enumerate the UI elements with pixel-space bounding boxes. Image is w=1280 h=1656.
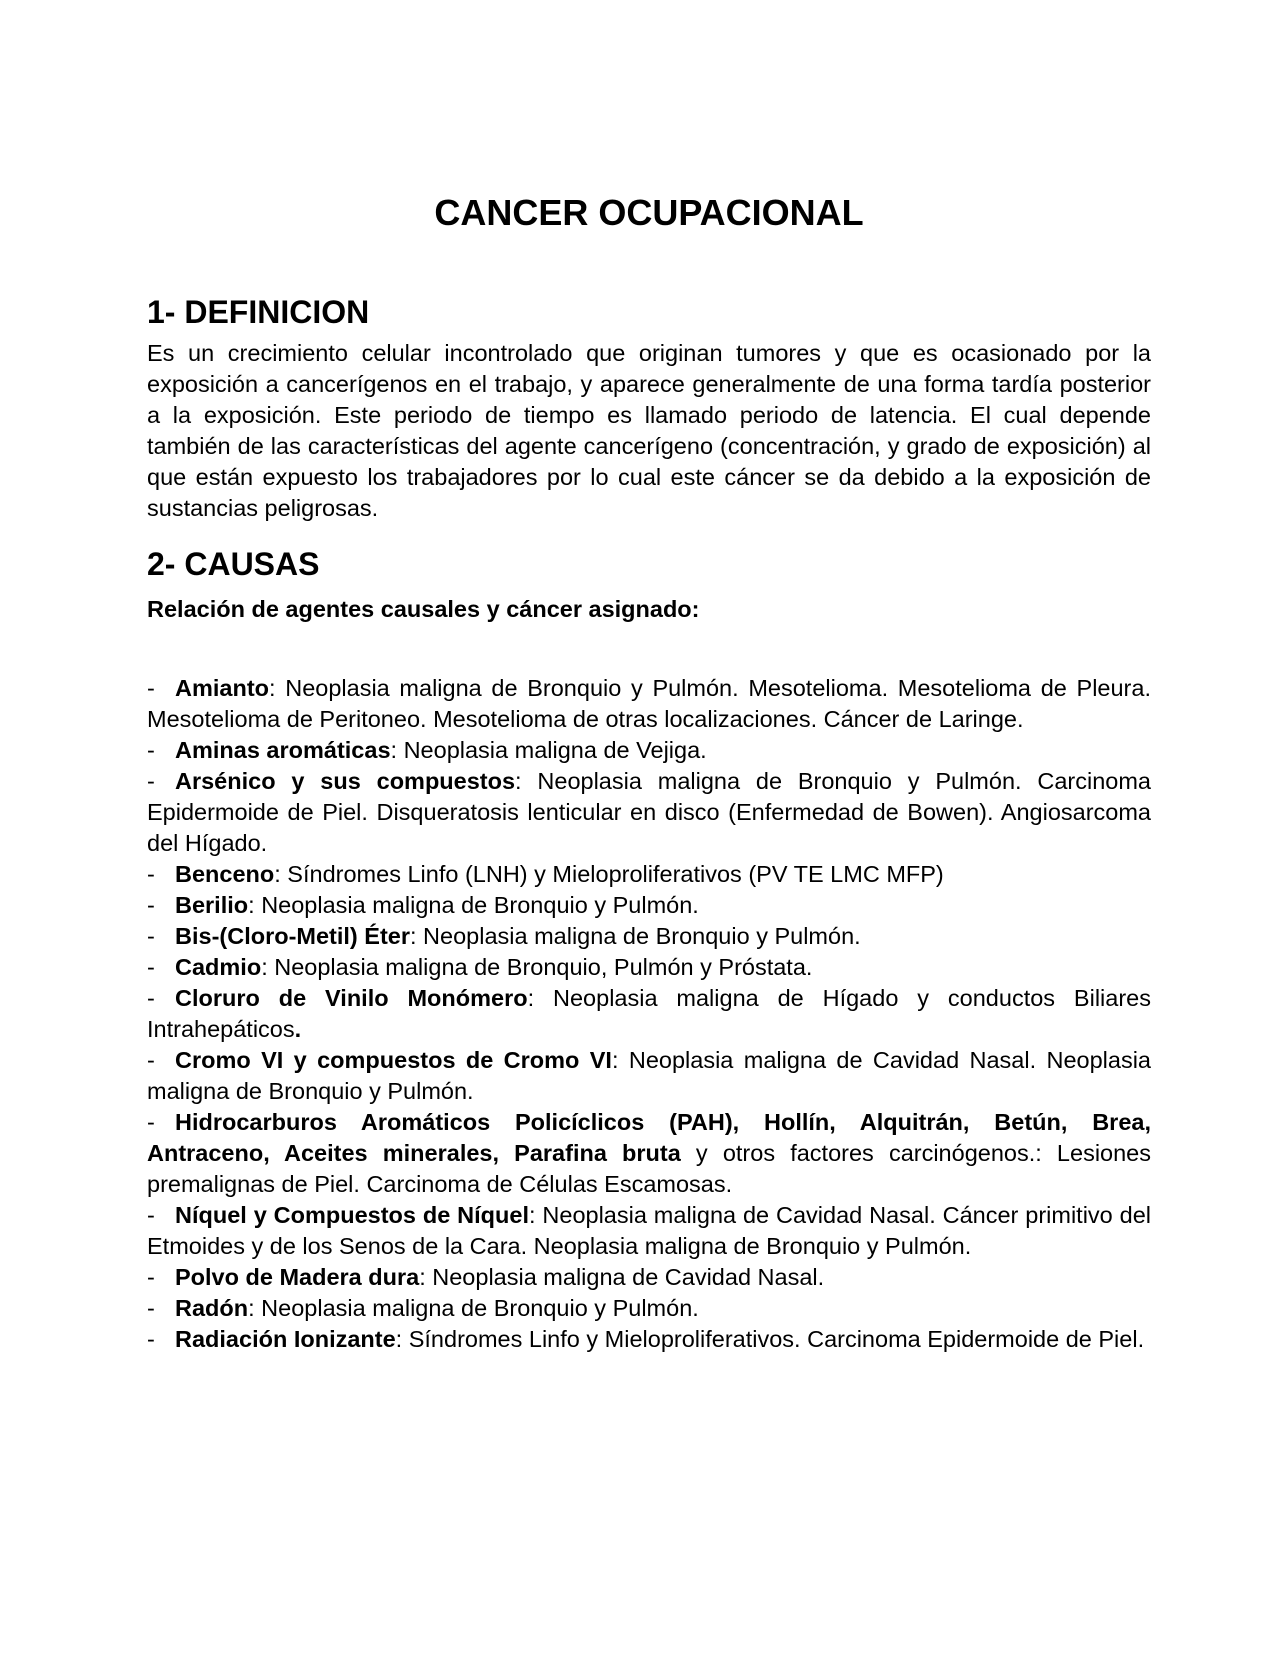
section-heading-definicion: 1- DEFINICION <box>147 294 370 330</box>
agent-name: Hidrocarburos Aromáticos Policíclicos (PAH), Hollín, Alquitrán, Betún, Brea, Antraceno, Aceites minerales, Parafina bruta <box>147 1109 1151 1166</box>
agent-description: : Síndromes Linfo y Mieloproliferativos. Carcinoma Epidermoide de Piel. <box>395 1326 1145 1352</box>
agent-item <box>147 1324 1151 1355</box>
list-bullet: - <box>147 892 155 918</box>
list-bullet: - <box>147 1109 155 1135</box>
list-bullet: - <box>147 1047 155 1073</box>
agent-item <box>147 1045 1151 1107</box>
agent-name: Aminas aromáticas <box>175 737 391 763</box>
list-bullet: - <box>147 1295 155 1321</box>
document-content <box>147 190 1151 1355</box>
agent-description: y otros factores carcinógenos.: Lesiones premalignas de Piel. Carcinoma de Células Escamosas. <box>147 1140 1151 1197</box>
agent-item <box>147 890 1151 921</box>
list-bullet: - <box>147 1202 155 1228</box>
agent-item <box>147 766 1151 859</box>
agents-subheading: Relación de agentes causales y cáncer asignado: <box>147 596 700 622</box>
agent-description: : Neoplasia maligna de Bronquio y Pulmón. <box>248 1295 699 1321</box>
agent-list <box>147 673 1151 1355</box>
agent-description-tail: . <box>294 1016 302 1042</box>
agent-name: Arsénico y sus compuestos <box>175 768 516 794</box>
list-bullet: - <box>147 985 155 1011</box>
agent-name: Radón <box>175 1295 249 1321</box>
list-bullet: - <box>147 861 155 887</box>
agent-name: Amianto <box>175 675 269 701</box>
agent-description: : Neoplasia maligna de Cavidad Nasal. Cáncer primitivo del Etmoides y de los Senos de la Cara. Neoplasia maligna de Bronquio y Pulmón. <box>147 1202 1151 1259</box>
list-bullet: - <box>147 954 155 980</box>
list-bullet: - <box>147 923 155 949</box>
agent-description: : Neoplasia maligna de Hígado y conductos Biliares Intrahepáticos <box>147 985 1151 1042</box>
agent-name: Radiación Ionizante <box>175 1326 396 1352</box>
list-bullet: - <box>147 1264 155 1290</box>
agent-description: : Neoplasia maligna de Bronquio y Pulmón. <box>410 923 861 949</box>
list-bullet: - <box>147 1326 155 1352</box>
agent-item <box>147 735 1151 766</box>
definition-paragraph: Es un crecimiento celular incontrolado que originan tumores y que es ocasionado por la exposición a cancerígenos en el trabajo, y aparece generalmente de una forma tardía posterior a la exposición. Este periodo de tiempo es llamado periodo de latencia. El cual depende también de las características del agente cancerígeno (concentración, y grado de exposición) al que están expuesto los trabajadores por lo cual este cáncer se da debido a la exposición de sustancias peligrosas. <box>147 340 1151 521</box>
agent-item <box>147 952 1151 983</box>
agent-item <box>147 1107 1151 1200</box>
agent-name: Níquel y Compuestos de Níquel <box>175 1202 529 1228</box>
agent-name: Polvo de Madera dura <box>175 1264 420 1290</box>
agent-item <box>147 983 1151 1045</box>
agent-name: Benceno <box>175 861 275 887</box>
agent-name: Cloruro de Vinilo Monómero <box>175 985 528 1011</box>
agent-item <box>147 859 1151 890</box>
agent-description: : Neoplasia maligna de Bronquio y Pulmón. Mesotelioma. Mesotelioma de Pleura. Mesotelioma de Peritoneo. Mesotelioma de otras localizaciones. Cáncer de Laringe. <box>147 675 1151 732</box>
list-bullet: - <box>147 768 155 794</box>
agent-item <box>147 1262 1151 1293</box>
section-heading-causas: 2- CAUSAS <box>147 546 320 582</box>
agent-name: Cromo VI y compuestos de Cromo VI <box>175 1047 612 1073</box>
agent-item <box>147 1293 1151 1324</box>
agent-description: : Neoplasia maligna de Cavidad Nasal. Neoplasia maligna de Bronquio y Pulmón. <box>147 1047 1151 1104</box>
list-bullet: - <box>147 675 155 701</box>
agent-item <box>147 673 1151 735</box>
agent-name: Cadmio <box>175 954 262 980</box>
list-bullet: - <box>147 737 155 763</box>
agent-description: : Neoplasia maligna de Bronquio y Pulmón. <box>248 892 699 918</box>
agent-description: : Neoplasia maligna de Bronquio, Pulmón y Próstata. <box>261 954 813 980</box>
agent-description: : Síndromes Linfo (LNH) y Mieloproliferativos (PV TE LMC MFP) <box>274 861 944 887</box>
agent-item <box>147 921 1151 952</box>
document-title: CANCER OCUPACIONAL <box>434 192 864 233</box>
agent-description: : Neoplasia maligna de Bronquio y Pulmón. Carcinoma Epidermoide de Piel. Disqueratosis lenticular en disco (Enfermedad de Bowen). Angiosarcoma del Hígado. <box>147 768 1151 856</box>
agent-name: Berilio <box>175 892 249 918</box>
agent-description: : Neoplasia maligna de Vejiga. <box>390 737 707 763</box>
agent-name: Bis-(Cloro-Metil) Éter <box>175 923 410 949</box>
agent-item <box>147 1200 1151 1262</box>
agent-description: : Neoplasia maligna de Cavidad Nasal. <box>419 1264 825 1290</box>
